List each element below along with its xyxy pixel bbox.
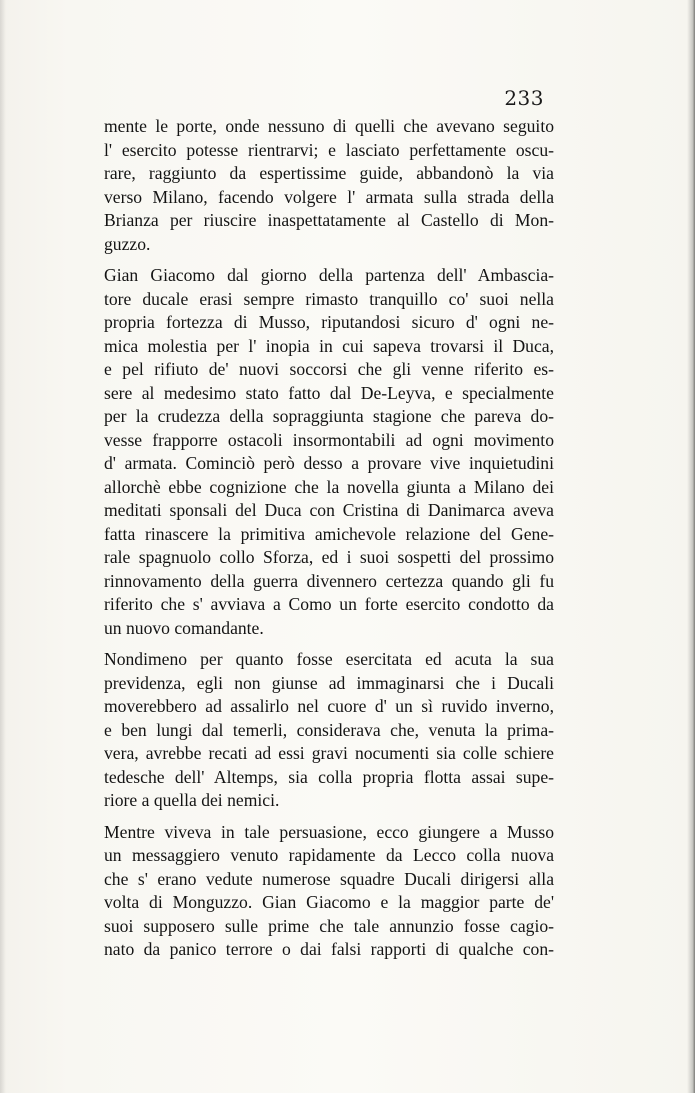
text-line: verso Milano, facendo volgere l' armata sulla strada della xyxy=(104,186,554,207)
text-line: riore a quella dei nemici. xyxy=(104,790,280,810)
text-line: Brianza per riuscire inaspettatamente al Castello di Mon- xyxy=(104,210,554,230)
text-line: meditati sponsali del Duca con Cristina di Danimarca aveva xyxy=(104,500,554,520)
text-line: volta di Monguzzo. Gian Giacomo e la maggior parte de' xyxy=(104,892,554,912)
text-line: moverebbero ad assalirlo nel cuore d' un sì ruvido inverno, xyxy=(104,696,554,716)
text-line: e pel rifiuto de' nuovi soccorsi che gli venne riferito es- xyxy=(104,359,554,379)
text-line: rinnovamento della guerra divennero certezza quando gli fu xyxy=(104,570,554,591)
text-line: l' esercito potesse rientrarvi; e lasciato perfettamente oscu- xyxy=(104,139,554,160)
text-line: sere al medesimo stato fatto dal De-Leyva, e specialmente xyxy=(104,382,554,403)
text-line: riferito che s' avviava a Como un forte esercito condotto da xyxy=(104,594,554,614)
page-right-shadow xyxy=(687,0,695,1093)
text-line: Mentre viveva in tale persuasione, ecco giungere a Musso xyxy=(104,821,554,842)
text-line: tore ducale erasi sempre rimasto tranquillo co' suoi nella xyxy=(104,288,554,309)
body-text xyxy=(104,115,554,962)
text-line: vera, avrebbe recati ad essi gravi nocumenti sia colle schiere xyxy=(104,743,554,763)
paragraph-1 xyxy=(104,115,554,256)
paragraph-3 xyxy=(104,648,554,813)
text-line: guzzo. xyxy=(104,233,151,254)
text-line: suoi supposero sulle prime che tale annunzio fosse cagio- xyxy=(104,915,554,936)
text-line: mica molestia per l' inopia in cui sapeva trovarsi il Duca, xyxy=(104,335,554,356)
page-left-shadow xyxy=(0,0,6,1093)
text-line: e ben lungi dal temerli, considerava che, venuta la prima- xyxy=(104,719,554,740)
text-line: nato da panico terrore o dai falsi rapporti di qualche con- xyxy=(104,939,554,959)
text-line: che s' erano vedute numerose squadre Ducali dirigersi alla xyxy=(104,868,554,889)
text-line: mente le porte, onde nessuno di quelli che avevano seguito xyxy=(104,116,554,136)
text-line: Nondimeno per quanto fosse esercitata ed acuta la sua xyxy=(104,649,554,669)
text-line: per la crudezza della sopraggiunta stagione che pareva do- xyxy=(104,406,554,426)
text-line: fatta rinascere la primitiva amichevole relazione del Gene- xyxy=(104,523,554,544)
text-line: previdenza, egli non giunse ad immaginarsi che i Ducali xyxy=(104,672,554,693)
text-line: un nuovo comandante. xyxy=(104,617,264,638)
text-line: allorchè ebbe cognizione che la novella giunta a Milano dei xyxy=(104,476,554,497)
text-line: rare, raggiunto da espertissime guide, abbandonò la via xyxy=(104,163,554,183)
text-line: un messaggiero venuto rapidamente da Lecco colla nuova xyxy=(104,845,554,865)
paragraph-2 xyxy=(104,264,554,640)
text-line: tedesche dell' Altemps, sia colla propria flotta assai supe- xyxy=(104,766,554,787)
text-line: propria fortezza di Musso, riputandosi sicuro d' ogni ne- xyxy=(104,312,554,332)
text-line: vesse frapporre ostacoli insormontabili ad ogni movimento xyxy=(104,429,554,450)
text-line: rale spagnuolo collo Sforza, ed i suoi sospetti del prossimo xyxy=(104,547,554,567)
page-number: 233 xyxy=(504,86,544,110)
text-line: Gian Giacomo dal giorno della partenza dell' Ambascia- xyxy=(104,265,554,285)
text-line: d' armata. Cominciò però desso a provare vive inquietudini xyxy=(104,453,554,473)
paragraph-4 xyxy=(104,821,554,962)
